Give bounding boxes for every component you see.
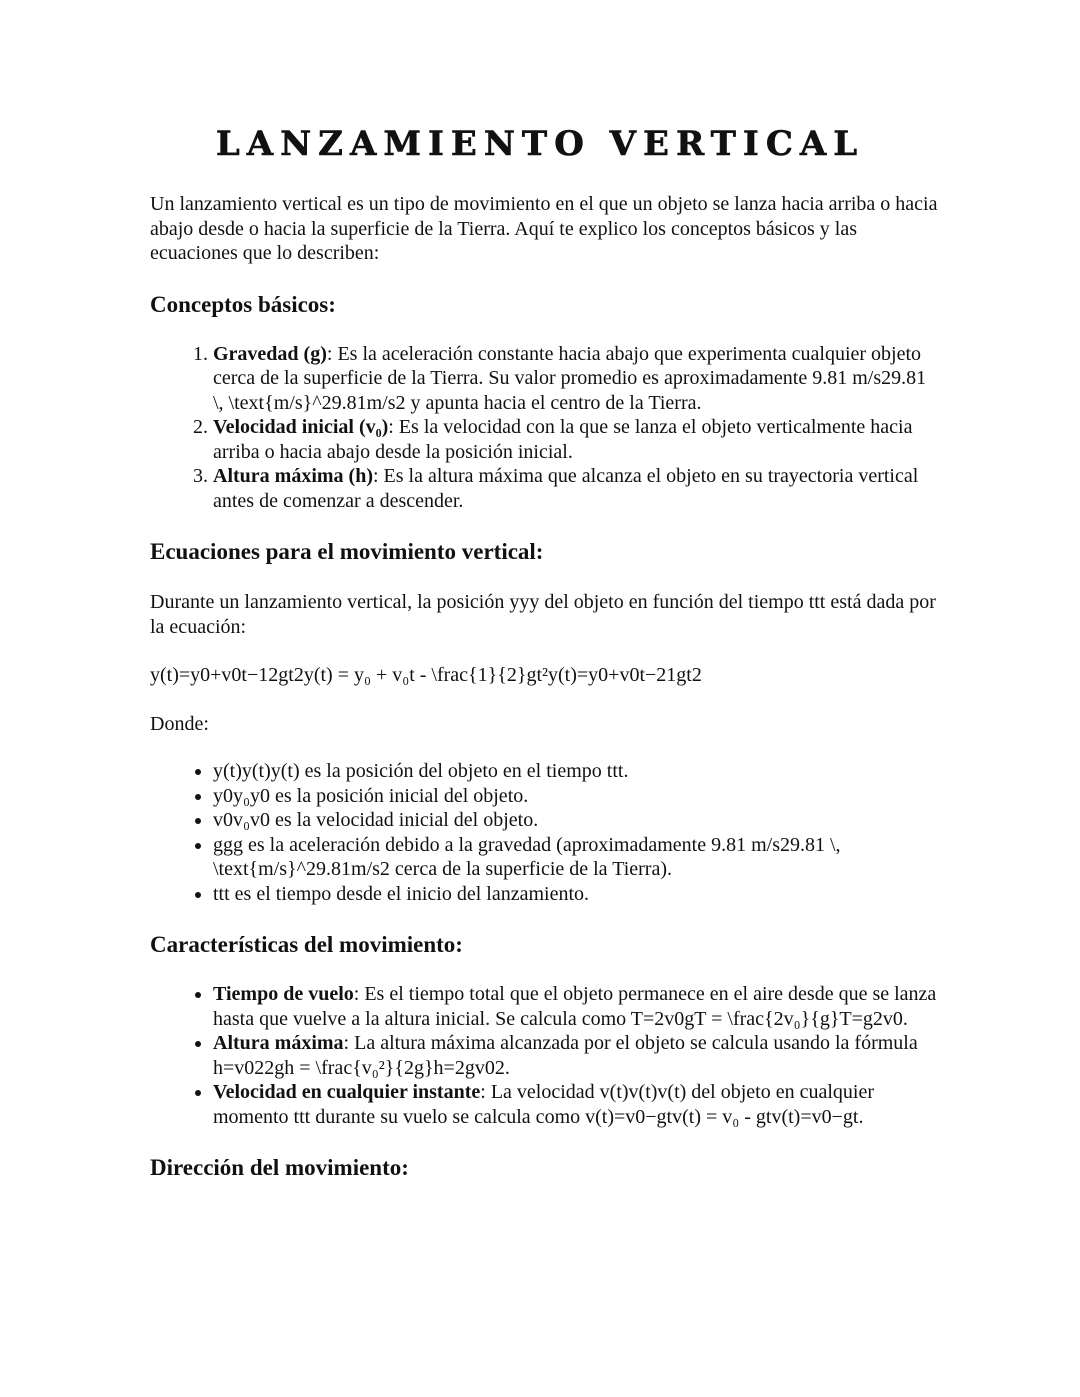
item-text: : Es la velocidad con la que se lanza el objeto verticalmente hacia arriba o hacia abajo desde la posición inicial. <box>213 416 913 463</box>
heading-caracteristicas: Características del movimiento: <box>150 932 463 957</box>
donde-label: Donde: <box>150 712 209 735</box>
list-item: • ggg es la aceleración debido a la gravedad (aproximadamente 9.81 m/s29.81 \, \text{m/s}^29.81m/s2 cerca de la superficie de la Tierra). <box>213 833 940 882</box>
item-text: : La altura máxima alcanzada por el objeto se calcula usando la fórmula h=v022gh = \frac{v₀²}{2g}h=2gv02. <box>213 1032 918 1079</box>
item-term: Velocidad inicial (v₀) <box>213 416 389 438</box>
item-term: Altura máxima <box>213 1032 344 1054</box>
variables-list <box>150 759 940 906</box>
list-item: • y(t)y(t)y(t) es la posición del objeto en el tiempo ttt. <box>213 759 940 784</box>
list-item <box>213 982 940 1031</box>
heading-direccion: Dirección del movimiento: <box>150 1155 409 1180</box>
page-title: LANZAMIENTO VERTICAL <box>215 124 865 164</box>
list-item <box>213 415 940 464</box>
list-item: • y0y₀y0 es la posición inicial del objeto. <box>213 784 940 809</box>
item-term: Velocidad en cualquier instante <box>213 1081 481 1103</box>
item-term: Altura máxima (h) <box>213 465 373 487</box>
heading-ecuaciones: Ecuaciones para el movimiento vertical: <box>150 539 544 564</box>
ecuaciones-paragraph: Durante un lanzamiento vertical, la posición yyy del objeto en función del tiempo ttt está dada por la ecuación: <box>150 591 936 638</box>
conceptos-list <box>150 342 940 514</box>
item-term: Gravedad (g) <box>213 342 327 365</box>
item-text: : Es la aceleración constante hacia abajo que experimenta cualquier objeto cerca de la superficie de la Tierra. Su valor promedio es aproximadamente 9.81 m/s29.81 \, \text{m/s}^29.81m/s2 y apunta hacia el centro de la Tierra. <box>213 342 927 414</box>
list-item <box>213 464 940 513</box>
item-term: Tiempo de vuelo <box>213 983 354 1005</box>
list-item: • v0v₀v0 es la velocidad inicial del objeto. <box>213 808 940 833</box>
heading-conceptos: Conceptos básicos: <box>150 291 336 317</box>
item-text: : Es el tiempo total que el objeto permanece en el aire desde que se lanza hasta que vuelve a la altura inicial. Se calcula como T=2v0gT = \frac{2v₀}{g}T=g2v0. <box>213 983 937 1030</box>
list-item <box>213 1080 940 1129</box>
item-text: : La velocidad v(t)v(t)v(t) del objeto en cualquier momento ttt durante su vuelo se calcula como v(t)=v0−gtv(t) = v₀ - gtv(t)=v0−gt. <box>213 1081 874 1128</box>
list-item <box>213 1031 940 1080</box>
item-text: : Es la altura máxima que alcanza el objeto en su trayectoria vertical antes de comenzar a descender. <box>213 465 919 512</box>
caracteristicas-list <box>150 982 940 1129</box>
list-item: • ttt es el tiempo desde el inicio del lanzamiento. <box>213 882 940 907</box>
list-item <box>213 342 940 416</box>
document-body <box>150 192 940 1182</box>
intro-paragraph: Un lanzamiento vertical es un tipo de movimiento en el que un objeto se lanza hacia arriba o hacia abajo desde o hacia la superficie de la Tierra. Aquí te explico los conceptos básicos y las ecuaciones que lo describen: <box>150 193 938 264</box>
equation: y(t)=y0+v0t−12gt2y(t) = y₀ + v₀t - \frac{1}{2}gt²y(t)=y0+v0t−21gt2 <box>150 664 702 686</box>
